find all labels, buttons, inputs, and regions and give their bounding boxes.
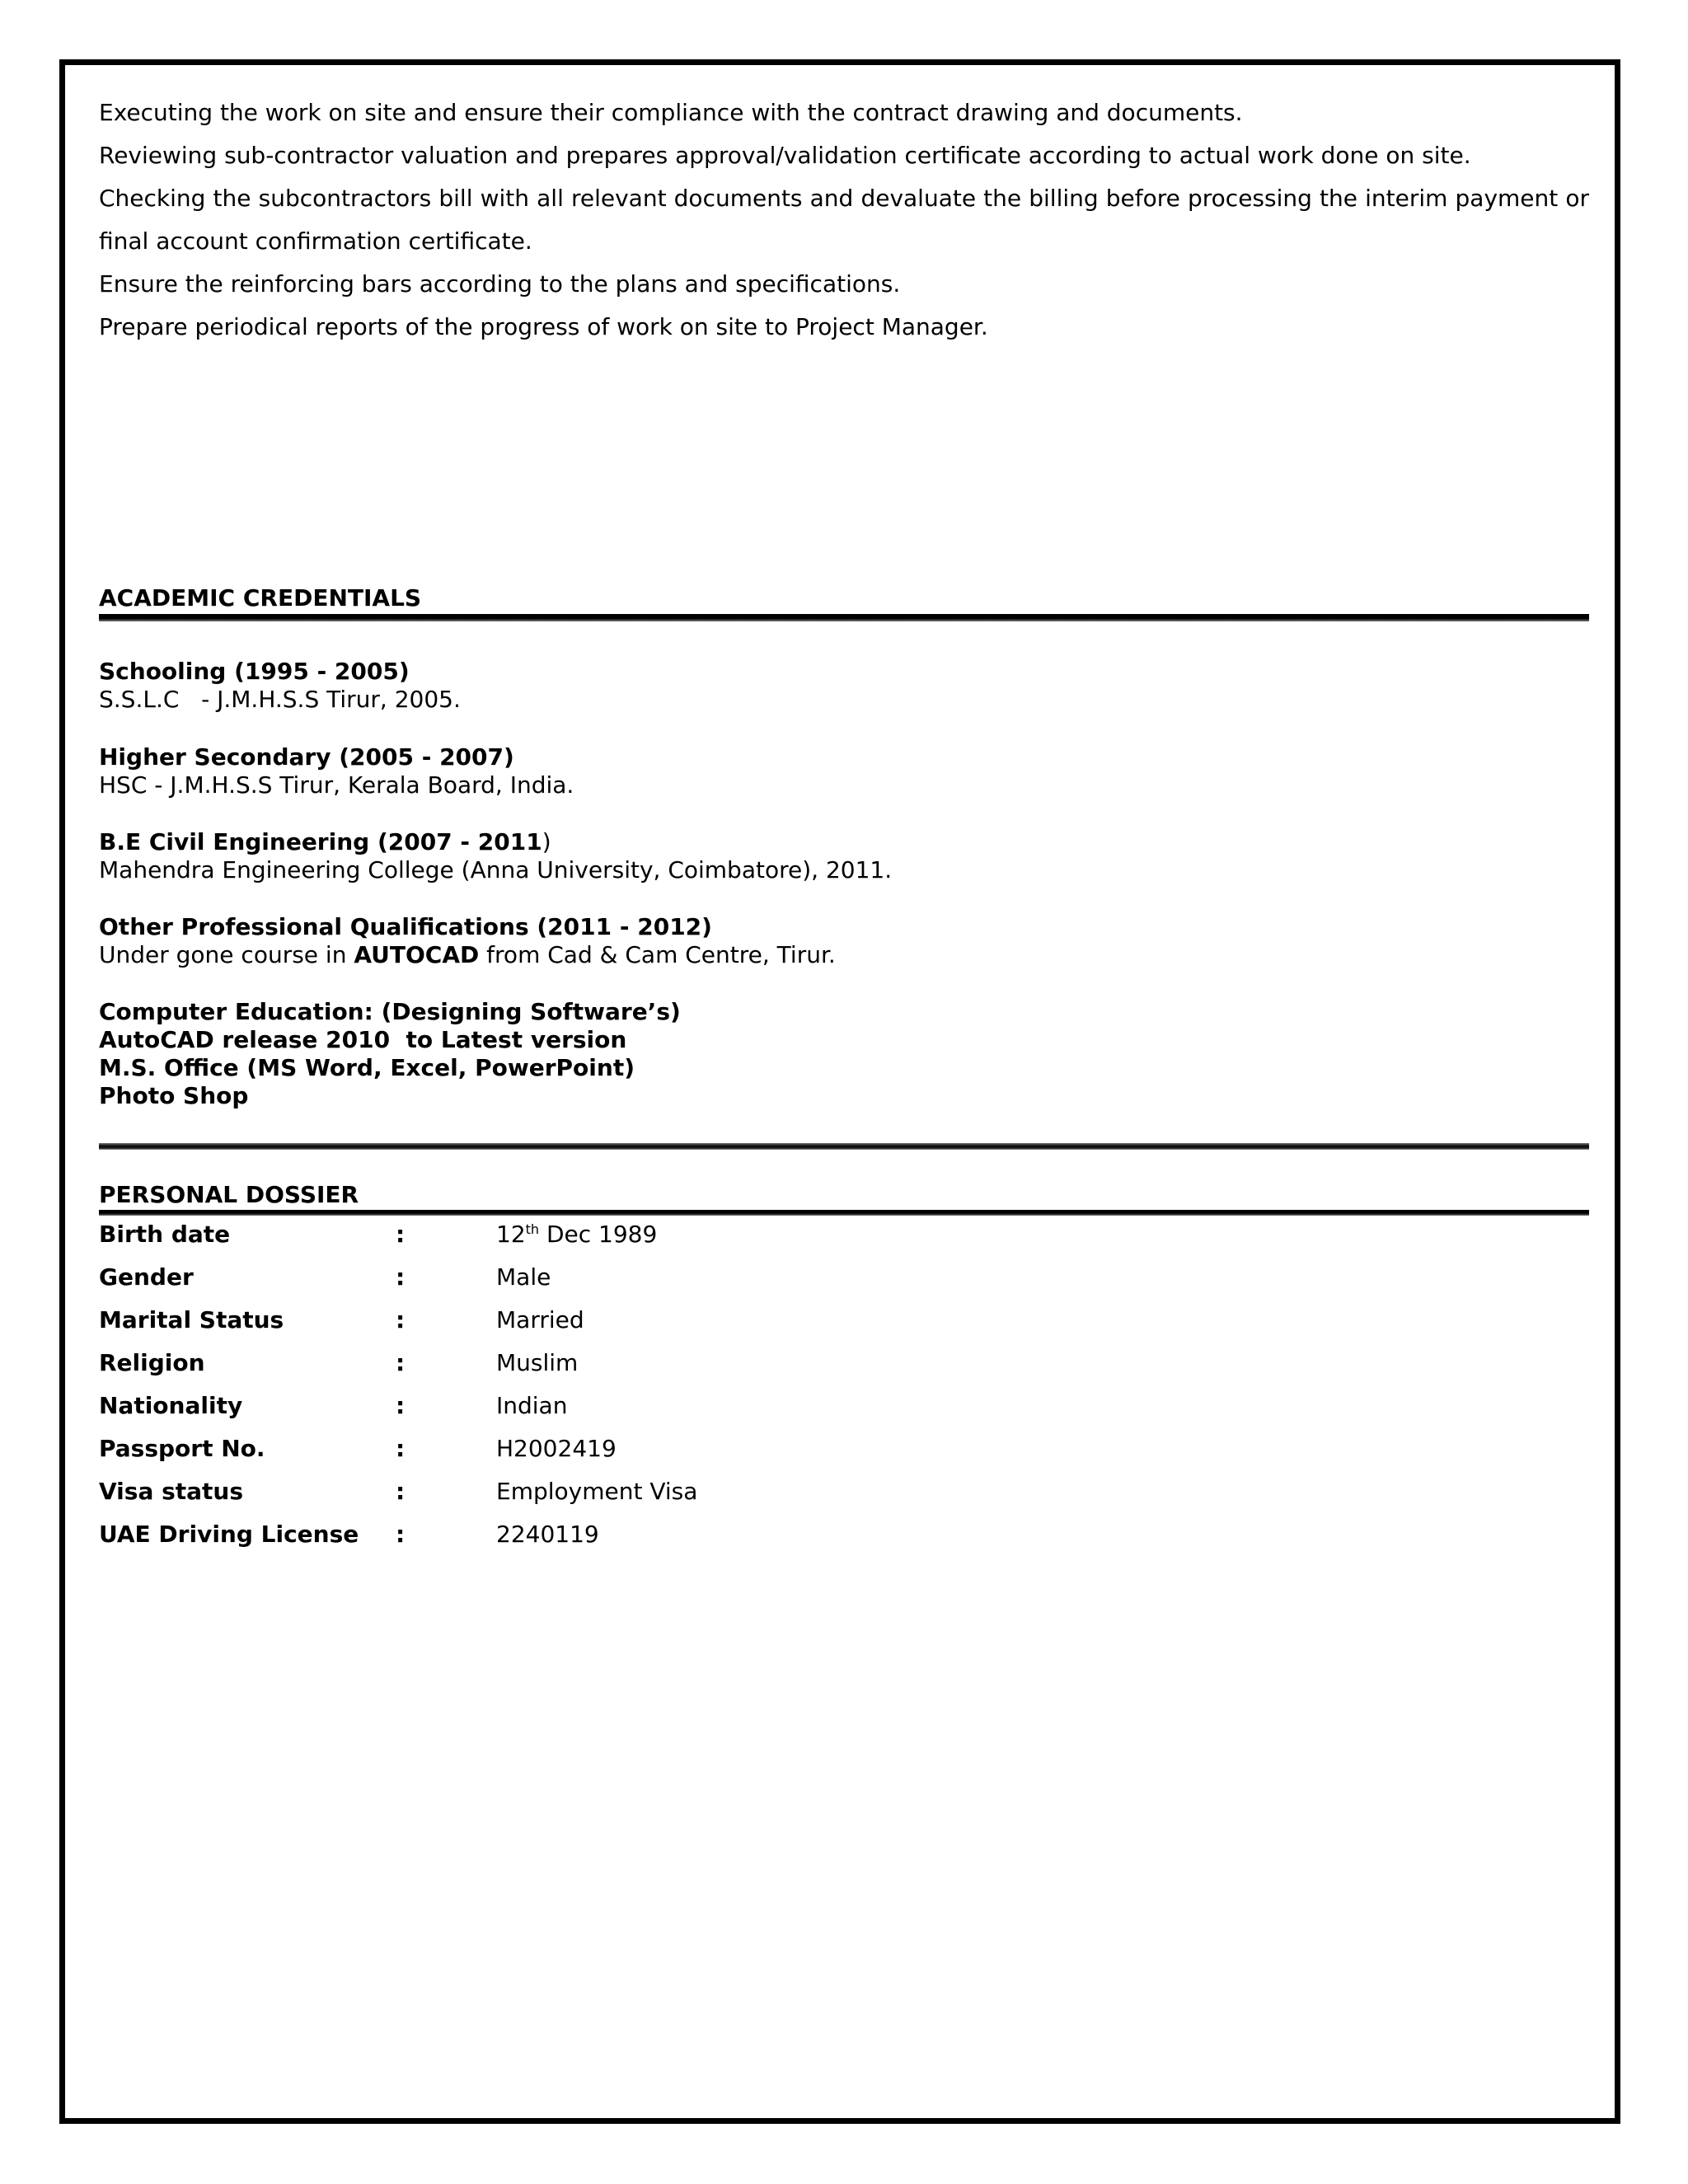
personal-row [99, 1391, 1088, 1421]
duty-line: Reviewing sub-contractor valuation and prepares approval/validation certificate according to actual work done on site. [99, 142, 1471, 169]
duty-line: Prepare periodical reports of the progress of work on site to Project Manager. [99, 313, 988, 340]
be-detail: Mahendra Engineering College (Anna University, Coimbatore), 2011. [99, 856, 893, 883]
personal-value: Male [496, 1263, 551, 1291]
personal-colon: : [396, 1221, 406, 1248]
computer-education-item: M.S. Office (MS Word, Excel, PowerPoint) [99, 1054, 635, 1081]
higher-secondary-block [99, 743, 574, 799]
personal-value: Muslim [496, 1349, 579, 1376]
personal-colon: : [396, 1435, 406, 1462]
computer-education-title: Computer Education: (Designing Software’s) [99, 998, 681, 1025]
personal-row [99, 1263, 1088, 1292]
be-block [99, 828, 892, 884]
birth-month-year: Dec 1989 [539, 1221, 658, 1248]
personal-label: Visa status [99, 1478, 244, 1505]
duty-line: Ensure the reinforcing bars according to the plans and specifications. [99, 270, 901, 298]
higher-secondary-detail: HSC - J.M.H.S.S Tirur, Kerala Board, India. [99, 771, 574, 799]
be-title-close: ) [542, 828, 551, 855]
personal-row-birth-date [99, 1220, 1088, 1249]
section-divider [99, 1143, 1589, 1150]
personal-row [99, 1305, 1088, 1335]
personal-label: Marital Status [99, 1306, 284, 1333]
be-title-line [99, 828, 892, 856]
personal-colon: : [396, 1306, 406, 1333]
personal-colon: : [396, 1263, 406, 1291]
personal-row [99, 1434, 1088, 1464]
personal-row [99, 1520, 1088, 1549]
schooling-title: Schooling (1995 - 2005) [99, 658, 410, 685]
personal-colon: : [396, 1349, 406, 1376]
other-detail-post: from Cad & Cam Centre, Tirur. [479, 941, 836, 968]
personal-label: Gender [99, 1263, 194, 1291]
personal-row [99, 1477, 1088, 1507]
birth-day-suffix: th [525, 1221, 540, 1237]
computer-education-item: AutoCAD release 2010 to Latest version [99, 1026, 627, 1053]
duties-list [99, 91, 1589, 349]
personal-label: Nationality [99, 1392, 243, 1419]
personal-colon: : [396, 1392, 406, 1419]
computer-education-item: Photo Shop [99, 1082, 249, 1109]
personal-value: 2240119 [496, 1521, 599, 1548]
birth-day: 12 [496, 1221, 526, 1248]
computer-education-block [99, 998, 681, 1110]
personal-colon: : [396, 1478, 406, 1505]
personal-value: Indian [496, 1392, 568, 1419]
personal-row [99, 1348, 1088, 1378]
duty-line: Checking the subcontractors bill with all relevant documents and devaluate the billing before processing the interim payment or final account confirmation certificate. [99, 185, 1589, 255]
personal-value: Employment Visa [496, 1478, 698, 1505]
other-qualifications-detail [99, 941, 836, 969]
higher-secondary-title: Higher Secondary (2005 - 2007) [99, 743, 514, 771]
personal-value: Married [496, 1306, 584, 1333]
other-detail-bold: AUTOCAD [354, 941, 480, 968]
personal-value [496, 1220, 657, 1249]
other-detail-pre: Under gone course in [99, 941, 354, 968]
academic-heading-rule [99, 614, 1589, 621]
personal-heading: PERSONAL DOSSIER [99, 1181, 359, 1208]
personal-label: Birth date [99, 1221, 231, 1248]
schooling-detail: S.S.L.C - J.M.H.S.S Tirur, 2005. [99, 686, 461, 713]
other-qualifications-block [99, 913, 836, 969]
personal-label: Religion [99, 1349, 205, 1376]
schooling-block [99, 658, 461, 714]
be-title: B.E Civil Engineering (2007 - 2011 [99, 828, 542, 855]
personal-colon: : [396, 1521, 406, 1548]
academic-heading: ACADEMIC CREDENTIALS [99, 584, 422, 612]
personal-heading-rule [99, 1210, 1589, 1216]
personal-label: Passport No. [99, 1435, 265, 1462]
other-qualifications-title: Other Professional Qualifications (2011 - 2012) [99, 913, 712, 940]
personal-label: UAE Driving License [99, 1521, 359, 1548]
personal-value: H2002419 [496, 1435, 617, 1462]
duty-line: Executing the work on site and ensure their compliance with the contract drawing and documents. [99, 99, 1243, 126]
